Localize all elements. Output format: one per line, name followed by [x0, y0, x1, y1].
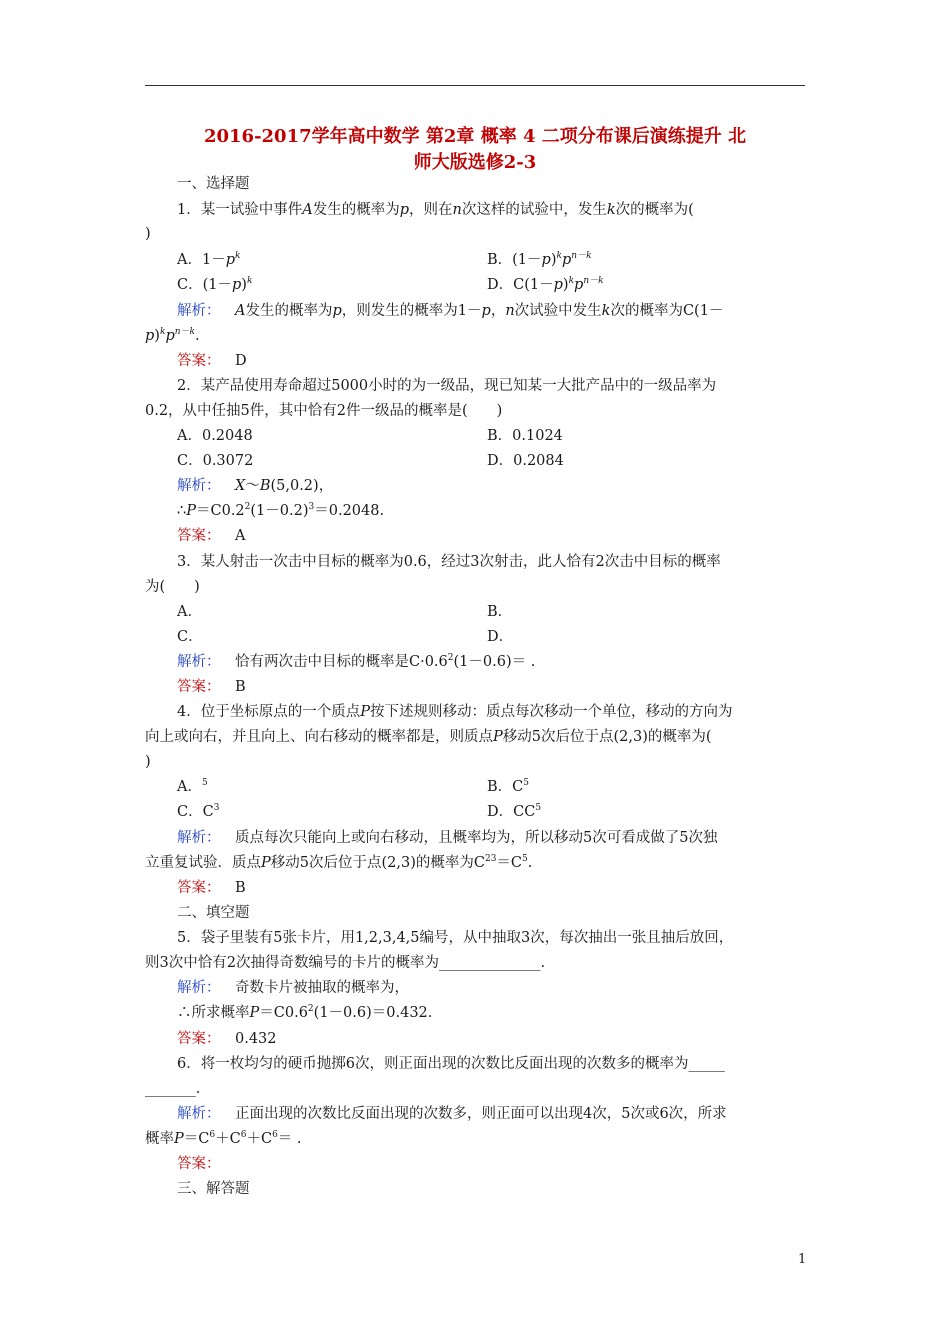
q2-explanation-line1: 解析： X～B(5,0.2)， — [177, 478, 334, 494]
q2-stem-line2: 0.2，从中任抽5件，其中恰有2件一级品的概率是( ) — [145, 403, 503, 419]
q5-explanation-line1: 解析： 奇数卡片被抽取的概率为， — [177, 980, 409, 996]
q4-answer: 答案： B — [177, 880, 246, 896]
q3-stem-line2: 为( ) — [145, 579, 200, 595]
q1-stem-line2: ) — [145, 226, 151, 242]
q1-explanation-line2: $p)^kp^{n-k}$. — [145, 327, 200, 344]
q2-option-d: D．0.2084 — [487, 453, 564, 469]
title-line-2: 师大版选修2-3 — [413, 152, 537, 173]
q4-stem-line1: 4．位于坐标原点的一个质点P按下述规则移动：质点每次移动一个单位，移动的方向为 — [177, 704, 733, 720]
section-heading-solve: 三、解答题 — [177, 1181, 250, 1197]
q5-explanation-line2: ∴所求概率$P=C0.6^2(1-0.6)=0.432$. — [177, 1004, 433, 1021]
q5-answer: 答案： 0.432 — [177, 1031, 277, 1047]
q1-stem-line1: 1．某一试验中事件A发生的概率为p，则在n次这样的试验中，发生k次的概率为( — [177, 202, 694, 218]
q2-stem-line1: 2．某产品使用寿命超过5000小时的为一级品，现已知某一大批产品中的一级品率为 — [177, 378, 717, 394]
q1-option-a: A．$1-p^k$ — [177, 251, 241, 268]
q6-stem-line1: 6．将一枚均匀的硬币抛掷6次，则正面出现的次数比反面出现的次数多的概率为_____ — [177, 1056, 725, 1072]
q4-explanation-line1: 解析： 质点每次只能向上或向右移动，且概率均为，所以移动5次可看成做了5次独 — [177, 830, 718, 846]
q3-option-a: A． — [177, 604, 202, 620]
header-rule — [145, 85, 805, 86]
q4-option-d: D．$CC^5$ — [487, 803, 542, 820]
q2-explanation-line2: $\therefore P=C0.2^2(1-0.2)^3=0.2048$. — [177, 502, 385, 519]
page-number: 1 — [798, 1252, 807, 1267]
section-heading-fill: 二、填空题 — [177, 905, 250, 921]
q6-stem-line2: _______. — [145, 1081, 201, 1097]
q1-answer: 答案： D — [177, 353, 247, 369]
q5-stem-line1: 5．袋子里装有5张卡片，用1,2,3,4,5编号，从中抽取3次，每次抽出一张且抽后放回， — [177, 930, 734, 946]
q2-answer: 答案： A — [177, 528, 246, 544]
q1-option-d: D．$C(1-p)^kp^{n-k}$ — [487, 276, 604, 293]
q4-explanation-line2: 立重复试验．质点P移动5次后位于点(2,3)的概率为$C^{23}=C^5$. — [145, 854, 533, 871]
q4-option-c: C．$C^3$ — [177, 803, 220, 820]
q1-option-b: B．$(1-p)^kp^{n-k}$ — [487, 251, 592, 268]
q5-stem-line2: 则3次中恰有2次抽得奇数编号的卡片的概率为______________. — [145, 955, 546, 971]
q4-stem-line2: 向上或向右，并且向上、向右移动的概率都是，则质点P移动5次后位于点(2,3)的概率为( — [145, 729, 712, 745]
q4-stem-line3: ) — [145, 754, 151, 770]
q6-answer: 答案： — [177, 1156, 221, 1172]
q3-option-b: B． — [487, 604, 513, 620]
q2-option-c: C．0.3072 — [177, 453, 254, 469]
q1-explanation-line1: 解析： A发生的概率为p，则发生的概率为1－p，n次试验中发生k次的概率为C(1－ — [177, 303, 724, 319]
q3-option-c: C． — [177, 629, 203, 645]
q6-explanation-line2: 概率$P=C^6+C^6+C^6=$ . — [145, 1130, 302, 1147]
q3-stem-line1: 3．某人射击一次击中目标的概率为0.6，经过3次射击，此人恰有2次击中目标的概率 — [177, 554, 721, 570]
section-heading-choice: 一、选择题 — [177, 176, 250, 192]
document-title — [145, 124, 805, 176]
q2-option-b: B．0.1024 — [487, 428, 563, 444]
q4-option-a: A．$^5$ — [177, 778, 208, 795]
q2-option-a: A．0.2048 — [177, 428, 253, 444]
q3-answer: 答案： B — [177, 679, 246, 695]
q4-option-b: B．$C^5$ — [487, 778, 529, 795]
q1-option-c: C．$(1-p)^k$ — [177, 276, 253, 293]
title-line-1: 2016-2017学年高中数学 第2章 概率 4 二项分布课后演练提升 北 — [203, 126, 747, 147]
q6-explanation-line1: 解析： 正面出现的次数比反面出现的次数多，则正面可以出现4次，5次或6次，所求 — [177, 1106, 727, 1122]
q3-option-d: D． — [487, 629, 514, 645]
q3-explanation: 解析： 恰有两次击中目标的概率是$C\cdot 0.6^2(1-0.6)=$ . — [177, 653, 536, 670]
